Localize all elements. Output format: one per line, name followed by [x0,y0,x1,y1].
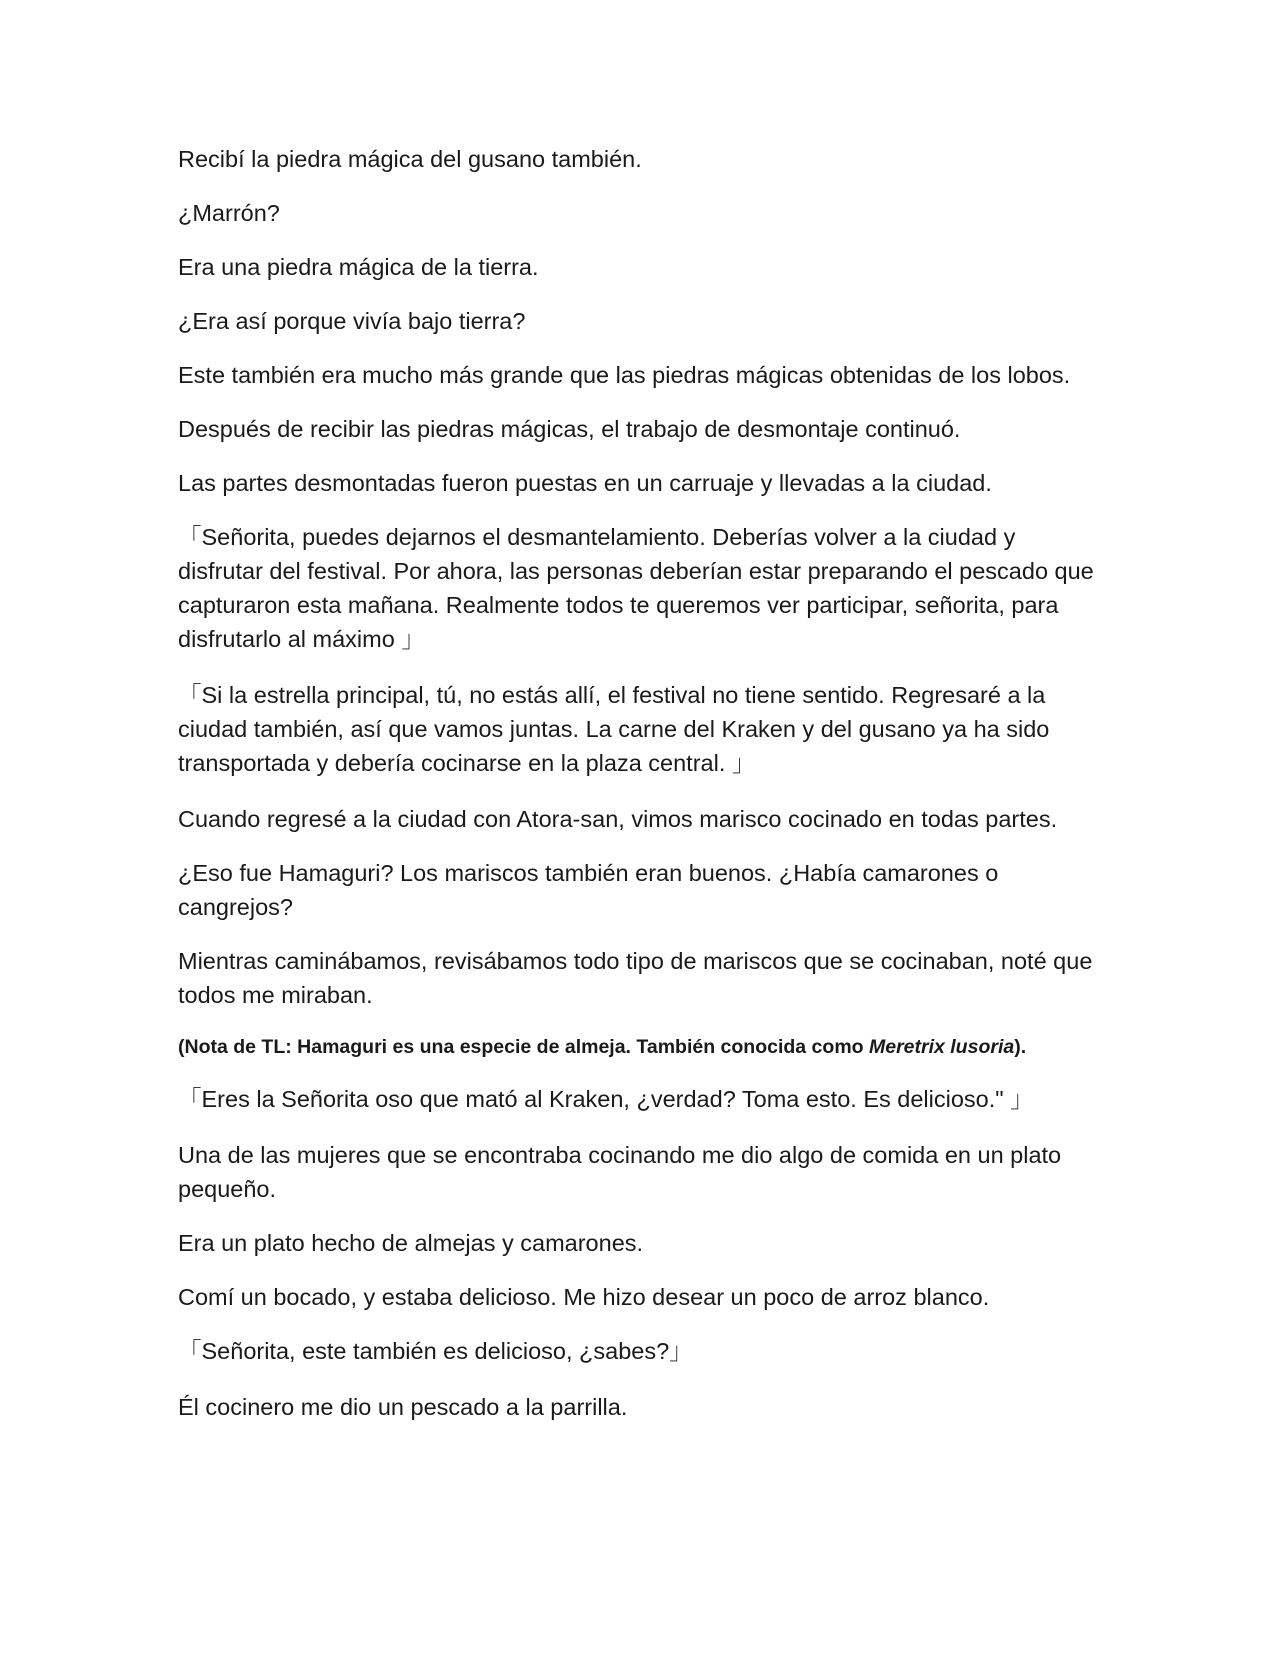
translator-note [178,1032,1098,1062]
dialogue-paragraph: 「Si la estrella principal, tú, no estás allí, el festival no tiene sentido. Regresaré a la ciudad también, así que vamos juntas. La carne del Kraken y del gusano ya ha sido transportada y debería cocinarse en la plaza central. 」 [178,682,1050,776]
paragraph: ¿Era así porque vivía bajo tierra? [178,308,526,334]
paragraph: Las partes desmontadas fueron puestas en un carruaje y llevadas a la ciudad. [178,470,992,496]
translator-note-prefix: (Nota de TL: Hamaguri es una especie de almeja. También conocida como [178,1036,869,1058]
paragraph: Este también era mucho más grande que las piedras mágicas obtenidas de los lobos. [178,362,1071,388]
paragraph: Una de las mujeres que se encontraba cocinando me dio algo de comida en un plato pequeño. [178,1142,1062,1202]
paragraph: Recibí la piedra mágica del gusano también. [178,146,642,172]
paragraph: Cuando regresé a la ciudad con Atora-san, vimos marisco cocinado en todas partes. [178,806,1058,832]
document-body [178,142,1098,1444]
translator-note-italic: Meretrix lusoria [868,1036,1015,1058]
paragraph: ¿Marrón? [178,200,280,226]
paragraph: ¿Eso fue Hamaguri? Los mariscos también eran buenos. ¿Había camarones o cangrejos? [178,860,999,920]
dialogue-paragraph: 「Señorita, este también es delicioso, ¿sabes?」 [178,1338,693,1364]
paragraph: Comí un bocado, y estaba delicioso. Me hizo desear un poco de arroz blanco. [178,1284,990,1310]
translator-note-suffix: ). [1014,1036,1027,1058]
paragraph: Mientras caminábamos, revisábamos todo tipo de mariscos que se cocinaban, noté que todos me miraban. [178,948,1093,1008]
dialogue-paragraph: 「Eres la Señorita oso que mató al Kraken, ¿verdad? Toma esto. Es delicioso." 」 [178,1086,1034,1112]
paragraph: Era una piedra mágica de la tierra. [178,254,539,280]
paragraph: Después de recibir las piedras mágicas, el trabajo de desmontaje continuó. [178,416,961,442]
paragraph: Él cocinero me dio un pescado a la parrilla. [178,1394,628,1420]
paragraph: Era un plato hecho de almejas y camarones. [178,1230,644,1256]
dialogue-paragraph: 「Señorita, puedes dejarnos el desmantelamiento. Deberías volver a la ciudad y disfrutar del festival. Por ahora, las personas deberían estar preparando el pescado que capturaron esta mañana. Realmente todos te queremos ver participar, señorita, para disfrutarlo al máximo 」 [178,524,1094,652]
